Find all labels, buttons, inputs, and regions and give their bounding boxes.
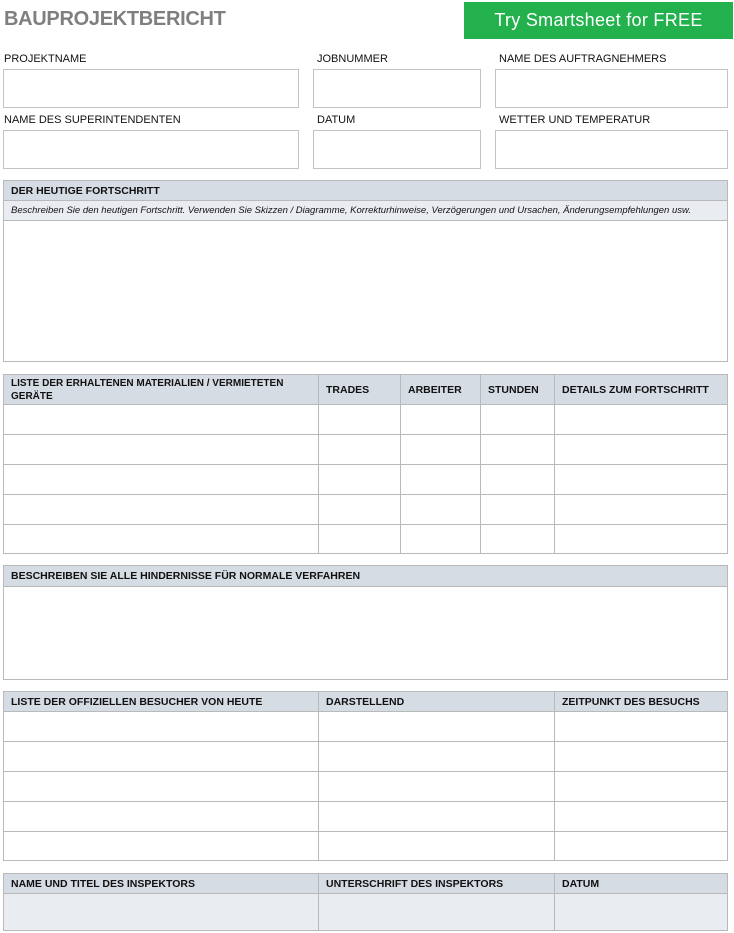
materials-cell[interactable] <box>4 465 319 495</box>
project-name-label: PROJEKTNAME <box>4 53 87 65</box>
materials-cell[interactable] <box>481 405 555 435</box>
try-smartsheet-button[interactable]: Try Smartsheet for FREE <box>464 2 733 39</box>
inspector-header-name: NAME UND TITEL DES INSPEKTORS <box>4 874 319 894</box>
materials-cell[interactable] <box>481 465 555 495</box>
date-label: DATUM <box>317 114 356 126</box>
materials-header-trades: TRADES <box>319 375 401 405</box>
contractor-name-label: NAME DES AUFTRAGNEHMERS <box>499 53 667 65</box>
materials-header-hours: STUNDEN <box>481 375 555 405</box>
materials-cell[interactable] <box>401 525 481 553</box>
materials-table <box>3 374 728 554</box>
materials-cell[interactable] <box>555 465 727 495</box>
progress-header: DER HEUTIGE FORTSCHRITT <box>4 181 727 201</box>
visitors-cell[interactable] <box>319 742 555 772</box>
progress-text-area[interactable] <box>4 221 727 361</box>
visitors-header-time: ZEITPUNKT DES BESUCHS <box>555 692 727 712</box>
visitors-cell[interactable] <box>319 772 555 802</box>
materials-cell[interactable] <box>4 435 319 465</box>
date-field[interactable] <box>313 130 481 169</box>
visitors-cell[interactable] <box>319 802 555 832</box>
materials-cell[interactable] <box>319 465 401 495</box>
materials-cell[interactable] <box>555 525 727 553</box>
materials-header-workers: ARBEITER <box>401 375 481 405</box>
materials-cell[interactable] <box>319 525 401 553</box>
materials-cell[interactable] <box>401 495 481 525</box>
visitors-cell[interactable] <box>4 772 319 802</box>
weather-field[interactable] <box>495 130 728 169</box>
materials-cell[interactable] <box>319 405 401 435</box>
visitors-cell[interactable] <box>4 742 319 772</box>
contractor-name-field[interactable] <box>495 69 728 108</box>
materials-cell[interactable] <box>319 435 401 465</box>
materials-cell[interactable] <box>555 435 727 465</box>
visitors-header-representing: DARSTELLEND <box>319 692 555 712</box>
inspector-name-field[interactable] <box>4 894 319 930</box>
visitors-header-list: LISTE DER OFFIZIELLEN BESUCHER VON HEUTE <box>4 692 319 712</box>
materials-cell[interactable] <box>481 495 555 525</box>
progress-instruction: Beschreiben Sie den heutigen Fortschritt. Verwenden Sie Skizzen / Diagramme, Korrekturhinweise, Verzögerungen und Ursachen, Änderungsempfehlungen usw. <box>4 201 727 221</box>
superintendent-name-field[interactable] <box>3 130 299 169</box>
visitors-cell[interactable] <box>319 712 555 742</box>
materials-header-details: DETAILS ZUM FORTSCHRITT <box>555 375 727 405</box>
materials-cell[interactable] <box>555 405 727 435</box>
progress-section <box>3 180 728 362</box>
weather-label: WETTER UND TEMPERATUR <box>499 114 651 126</box>
visitors-cell[interactable] <box>555 742 727 772</box>
visitors-cell[interactable] <box>4 832 319 860</box>
job-number-field[interactable] <box>313 69 481 108</box>
visitors-cell[interactable] <box>4 802 319 832</box>
materials-cell[interactable] <box>401 435 481 465</box>
obstacles-section <box>3 565 728 680</box>
obstacles-text-area[interactable] <box>4 587 727 679</box>
materials-cell[interactable] <box>4 405 319 435</box>
materials-cell[interactable] <box>481 435 555 465</box>
materials-cell[interactable] <box>4 525 319 553</box>
materials-cell[interactable] <box>401 405 481 435</box>
visitors-cell[interactable] <box>555 802 727 832</box>
materials-cell[interactable] <box>555 495 727 525</box>
materials-cell[interactable] <box>401 465 481 495</box>
visitors-cell[interactable] <box>555 712 727 742</box>
inspector-table <box>3 873 728 931</box>
visitors-cell[interactable] <box>555 772 727 802</box>
inspector-date-field[interactable] <box>555 894 727 930</box>
materials-header-list: LISTE DER ERHALTENEN MATERIALIEN / VERMIETETEN GERÄTE <box>4 375 319 405</box>
materials-cell[interactable] <box>4 495 319 525</box>
inspector-header-signature: UNTERSCHRIFT DES INSPEKTORS <box>319 874 555 894</box>
materials-cell[interactable] <box>319 495 401 525</box>
visitors-cell[interactable] <box>555 832 727 860</box>
superintendent-name-label: NAME DES SUPERINTENDENTEN <box>4 114 181 126</box>
materials-cell[interactable] <box>481 525 555 553</box>
obstacles-header: BESCHREIBEN SIE ALLE HINDERNISSE FÜR NORMALE VERFAHREN <box>4 566 727 587</box>
visitors-cell[interactable] <box>4 712 319 742</box>
inspector-signature-field[interactable] <box>319 894 555 930</box>
inspector-header-date: DATUM <box>555 874 727 894</box>
job-number-label: JOBNUMMER <box>317 53 388 65</box>
project-name-field[interactable] <box>3 69 299 108</box>
page-title: BAUPROJEKTBERICHT <box>4 8 226 30</box>
visitors-table <box>3 691 728 861</box>
visitors-cell[interactable] <box>319 832 555 860</box>
